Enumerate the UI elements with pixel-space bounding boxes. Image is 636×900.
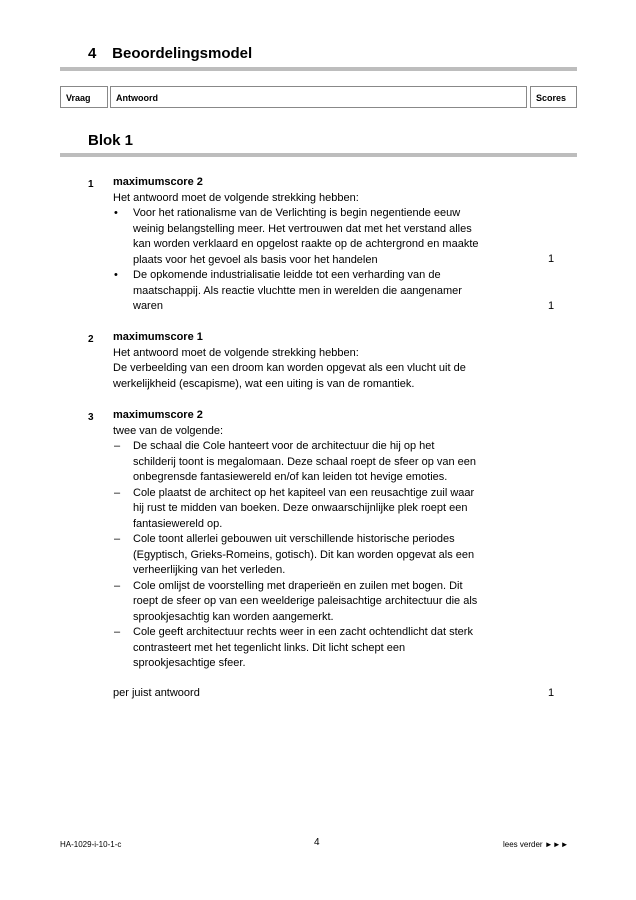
header-vraag-label: Vraag [66, 93, 91, 103]
answer-line: De verbeelding van een droom kan worden opgevat als een vlucht uit de [113, 362, 466, 374]
header-vraag [60, 86, 108, 108]
list-item [113, 532, 533, 579]
item-line: verheerlijking van het verleden. [133, 564, 286, 576]
blok-rule [60, 153, 577, 157]
dash-icon: – [114, 533, 121, 545]
section-heading [88, 45, 252, 62]
item-line: De opkomende industrialisatie leidde tot een verharding van de [133, 269, 441, 281]
question-number: 1 [88, 179, 94, 190]
item-line: maatschappij. Als reactie vluchtte men in werelden die aangenamer [133, 284, 462, 297]
item-line: sprookjesachtig kan worden aangemerkt. [133, 610, 334, 623]
item-line: Cole toont allerlei gebouwen uit verschillende historische periodes [133, 533, 455, 545]
footer-code: HA-1029-i-10-1-c [60, 840, 122, 849]
answer-line: werkelijkheid (escapisme), wat een uiting is van de romantiek. [113, 377, 415, 390]
blok-title: Blok 1 [88, 132, 134, 149]
next-page-link: lees verder ►►► [503, 840, 569, 849]
intro-text: Het antwoord moet de volgende strekking hebben: [113, 346, 359, 359]
list-item [113, 579, 533, 626]
item-line: contrasteert met het tegenlicht links. Dit licht schept een [133, 641, 406, 654]
item-line: fantasiewereld op. [133, 517, 223, 530]
header-scores [530, 86, 577, 108]
score-value: 1 [548, 253, 555, 265]
item-line: waren [133, 300, 163, 312]
dash-icon: – [114, 440, 121, 452]
bullet-icon: • [114, 207, 118, 219]
list-item [113, 625, 533, 672]
item-line: kan worden verklaard en opgelost raakte op de achtergrond en maakte [133, 238, 479, 250]
header-antwoord-label: Antwoord [116, 93, 158, 103]
item-line: schilderij toont is megalomaan. Deze schaal roept de sfeer op van een [133, 455, 477, 468]
bullet-icon: • [114, 269, 118, 281]
item-line: De schaal die Cole hanteert voor de architectuur die hij op het [133, 440, 435, 452]
question-number: 3 [88, 412, 94, 423]
item-line: onbegrensde fantasiewereld en/of kan leiden tot hevige emoties. [133, 471, 448, 483]
dash-icon: – [114, 486, 121, 499]
item-line: Cole geeft architectuur rechts weer in een zacht ochtendlicht dat sterk [133, 626, 473, 638]
section-title: Beoordelingsmodel [112, 45, 253, 62]
item-line: roept de sfeer op van een weelderige paleisachtige architectuur die als [133, 595, 478, 607]
intro-text: twee van de volgende: [113, 424, 224, 437]
list-item [113, 268, 533, 315]
intro-text: Het antwoord moet de volgende strekking hebben: [113, 191, 359, 204]
item-line: Cole plaatst de architect op het kapiteel van een reusachtige zuil waar [133, 486, 475, 499]
section-rule [60, 67, 577, 71]
question-number: 2 [88, 334, 94, 345]
list-item [113, 206, 533, 268]
item-line: hij rust te midden van boeken. Deze onwaarschijnlijke plek roept een [133, 502, 468, 514]
list-item [113, 439, 533, 486]
list-item [113, 486, 533, 533]
dash-icon: – [114, 579, 121, 592]
item-line: Cole omlijst de voorstelling met draperieën en zuilen met bogen. Dit [133, 579, 463, 592]
header-antwoord [110, 86, 527, 108]
score-value: 1 [548, 687, 555, 699]
dash-icon: – [114, 626, 121, 638]
item-line: (Egyptisch, Grieks-Romeins, gotisch). Dit kan worden opgevat als een [133, 548, 475, 561]
header-scores-label: Scores [536, 93, 567, 103]
max-score: maximumscore 2 [113, 409, 203, 421]
item-line: plaats voor het gevoel als basis voor het handelen [133, 253, 378, 266]
max-score: maximumscore 1 [113, 331, 203, 343]
section-number: 4 [88, 45, 97, 62]
item-line: sprookjesachtige sfeer. [133, 657, 246, 669]
max-score: maximumscore 2 [113, 176, 203, 188]
page-number: 4 [314, 837, 320, 848]
item-line: weinig belangstelling meer. Het vertrouwen dat met het verstand alles [133, 222, 472, 235]
item-line: Voor het rationalisme van de Verlichting is begin negentiende eeuw [133, 207, 461, 219]
score-value: 1 [548, 300, 555, 312]
per-answer-label: per juist antwoord [113, 687, 200, 699]
